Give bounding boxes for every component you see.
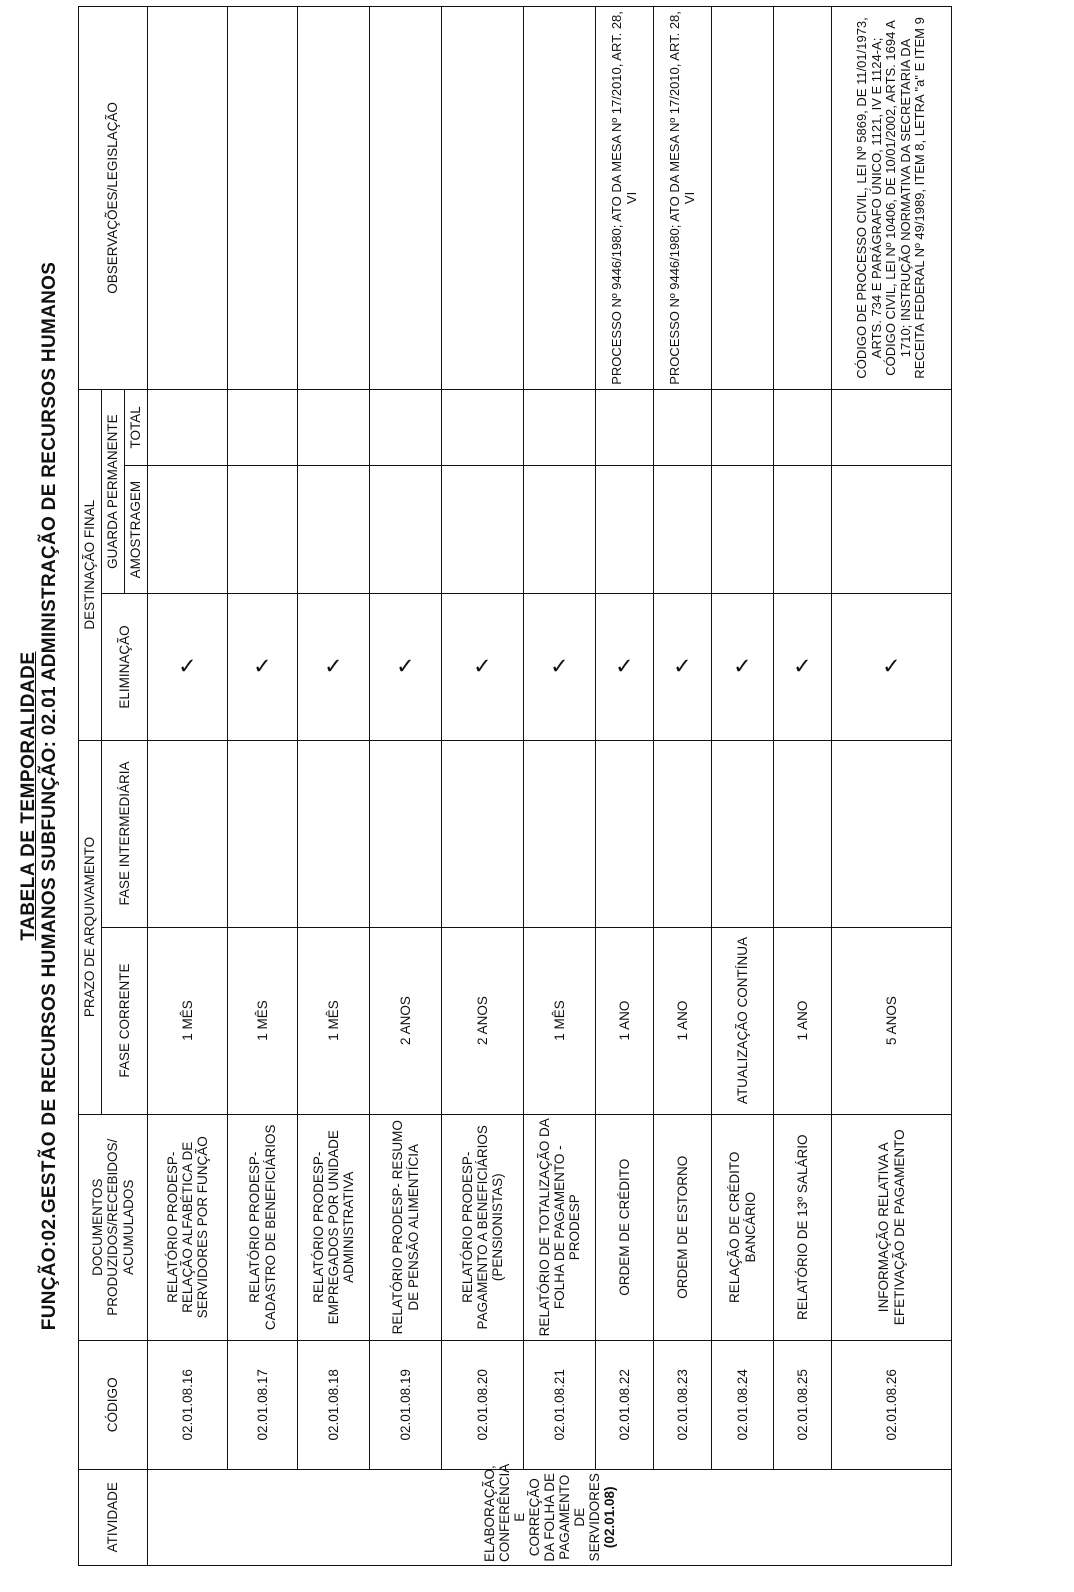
documento-cell: RELATÓRIO PRODESP- EMPREGADOS POR UNIDADE ADMINISTRATIVA [298,1114,370,1340]
header-prazo: PRAZO DE ARQUIVAMENTO [79,740,102,1114]
codigo-cell: 02.01.08.16 [148,1341,228,1470]
codigo-cell: 02.01.08.26 [832,1341,952,1470]
fase-corrente-cell: 1 ANO [774,927,832,1114]
activity-name: ELABORAÇÃO, CONFERÊNCIA E CORREÇÃO DA FOLHA DE PAGAMENTO DE SERVIDORES [481,1463,603,1562]
checkmark-icon: ✓ [793,653,812,679]
eliminacao-cell [832,594,952,740]
table-row [298,7,370,1566]
fase-corrente-cell: 2 ANOS [442,927,524,1114]
codigo-cell: 02.01.08.24 [712,1341,774,1470]
checkmark-icon: ✓ [253,653,272,679]
total-cell [596,389,654,465]
checkmark-icon: ✓ [673,653,692,679]
documento-cell: INFORMAÇÃO RELATIVA A EFETIVAÇÃO DE PAGAMENTO [832,1114,952,1340]
table-body [148,7,952,1566]
observacoes-cell [712,7,774,390]
checkmark-icon: ✓ [550,653,569,679]
fase-corrente-cell: 5 ANOS [832,927,952,1114]
documento-cell: RELATÓRIO PRODESP- RESUMO DE PENSÃO ALIMENTÍCIA [370,1114,442,1340]
fase-corrente-cell: 1 MÊS [148,927,228,1114]
table-row [370,7,442,1566]
codigo-cell: 02.01.08.20 [442,1341,524,1470]
codigo-cell: 02.01.08.22 [596,1341,654,1470]
table-row [654,7,712,1566]
amostragem-cell [596,465,654,594]
fase-intermediaria-cell [148,740,228,927]
eliminacao-cell [596,594,654,740]
fase-intermediaria-cell [774,740,832,927]
table-row [596,7,654,1566]
amostragem-cell [148,465,228,594]
documento-cell: RELATÓRIO DE TOTALIZAÇÃO DA FOLHA DE PAGAMENTO - PRODESP [524,1114,596,1340]
documento-cell: RELATÓRIO PRODESP- CADASTRO DE BENEFICIÁRIOS [228,1114,298,1340]
header-amostragem: AMOSTRAGEM [125,465,148,594]
fase-intermediaria-cell [370,740,442,927]
amostragem-cell [712,465,774,594]
observacoes-cell [442,7,524,390]
fase-corrente-cell: 1 ANO [654,927,712,1114]
temporality-table [78,6,952,1566]
header-atividade: ATIVIDADE [79,1469,148,1565]
total-cell [524,389,596,465]
checkmark-icon: ✓ [882,653,901,679]
codigo-cell: 02.01.08.18 [298,1341,370,1470]
fase-corrente-cell: 1 ANO [596,927,654,1114]
eliminacao-cell [774,594,832,740]
codigo-cell: 02.01.08.21 [524,1341,596,1470]
observacoes-cell [774,7,832,390]
codigo-cell: 02.01.08.19 [370,1341,442,1470]
checkmark-icon: ✓ [473,653,492,679]
fase-intermediaria-cell [228,740,298,927]
documento-cell: ORDEM DE ESTORNO [654,1114,712,1340]
amostragem-cell [370,465,442,594]
fase-intermediaria-cell [832,740,952,927]
amostragem-cell [524,465,596,594]
observacoes-cell: PROCESSO Nº 9446/1980; ATO DA MESA Nº 17/2010, ART. 28, VI [654,7,712,390]
activity-code: (02.01.08) [602,1486,618,1549]
eliminacao-cell [370,594,442,740]
document-subtitle: FUNÇÃO:02.GESTÃO DE RECURSOS HUMANOS SUBFUNÇÃO: 02.01 ADMINISTRAÇÃO DE RECURSOS HUMANOS [39,261,60,1331]
amostragem-cell [832,465,952,594]
total-cell [832,389,952,465]
eliminacao-cell [654,594,712,740]
table-row [832,7,952,1566]
header-eliminacao: ELIMINAÇÃO [102,594,148,740]
table-row [442,7,524,1566]
table-row [712,7,774,1566]
amostragem-cell [442,465,524,594]
header-total: TOTAL [125,389,148,465]
fase-corrente-cell: 1 MÊS [228,927,298,1114]
codigo-cell: 02.01.08.23 [654,1341,712,1470]
amostragem-cell [654,465,712,594]
eliminacao-cell [442,594,524,740]
checkmark-icon: ✓ [178,653,197,679]
codigo-cell: 02.01.08.17 [228,1341,298,1470]
fase-intermediaria-cell [298,740,370,927]
documento-cell: RELATÓRIO PRODESP- PAGAMENTO A BENEFICIÁRIOS (PENSIONISTAS) [442,1114,524,1340]
activity-cell [148,1463,952,1565]
total-cell [442,389,524,465]
observacoes-cell [524,7,596,390]
documento-cell: ORDEM DE CRÉDITO [596,1114,654,1340]
amostragem-cell [774,465,832,594]
observacoes-cell: CÓDIGO DE PROCESSO CIVIL, LEI Nº 5869, DE 11/01/1973, ARTS. 734 E PARÁGRAFO ÚNICO, 1121, IV E 1124-A; CÓDIGO CIVIL, LEI Nº 10406, DE 10/01/2002, ARTS. 1694 A 1710; INSTRUÇÃO NORMATIVA DA SECRETARIA DA RECEITA FEDERAL Nº 49/1989, ITEM 8, LETRA "a" E ITEM 9 [832,7,952,390]
eliminacao-cell [298,594,370,740]
codigo-cell: 02.01.08.25 [774,1341,832,1470]
header-fase-intermediaria: FASE INTERMEDIÁRIA [102,740,148,927]
amostragem-cell [298,465,370,594]
document-title: TABELA DE TEMPORALIDADE [18,651,39,941]
header-destinacao: DESTINAÇÃO FINAL [79,389,102,740]
amostragem-cell [228,465,298,594]
header-fase-corrente: FASE CORRENTE [102,927,148,1114]
eliminacao-cell [524,594,596,740]
fase-intermediaria-cell [712,740,774,927]
checkmark-icon: ✓ [324,653,343,679]
observacoes-cell: PROCESSO Nº 9446/1980; ATO DA MESA Nº 17/2010, ART. 28, VI [596,7,654,390]
observacoes-cell [370,7,442,390]
fase-intermediaria-cell [524,740,596,927]
header-codigo: CÓDIGO [79,1341,148,1470]
total-cell [228,389,298,465]
documento-cell: RELATÓRIO DE 13º SALÁRIO [774,1114,832,1340]
documento-cell: RELATÓRIO PRODESP- RELAÇÃO ALFABÉTICA DE SERVIDORES POR FUNÇÃO [148,1114,228,1340]
fase-intermediaria-cell [442,740,524,927]
observacoes-cell [148,7,228,390]
fase-corrente-cell: 1 MÊS [524,927,596,1114]
table-row [228,7,298,1566]
fase-corrente-cell: 1 MÊS [298,927,370,1114]
total-cell [654,389,712,465]
observacoes-cell [298,7,370,390]
fase-corrente-cell: 2 ANOS [370,927,442,1114]
fase-corrente-cell: ATUALIZAÇÃO CONTÍNUA [712,927,774,1114]
checkmark-icon: ✓ [396,653,415,679]
header-observacoes: OBSERVAÇÕES/LEGISLAÇÃO [79,7,148,390]
total-cell [712,389,774,465]
total-cell [298,389,370,465]
checkmark-icon: ✓ [615,653,634,679]
header-guarda-permanente: GUARDA PERMANENTE [102,389,125,594]
fase-intermediaria-cell [596,740,654,927]
checkmark-icon: ✓ [733,653,752,679]
total-cell [370,389,442,465]
eliminacao-cell [228,594,298,740]
table-row [774,7,832,1566]
total-cell [148,389,228,465]
fase-intermediaria-cell [654,740,712,927]
eliminacao-cell [148,594,228,740]
table-row [524,7,596,1566]
table-row [148,7,228,1566]
eliminacao-cell [712,594,774,740]
observacoes-cell [228,7,298,390]
total-cell [774,389,832,465]
header-documentos: DOCUMENTOS PRODUZIDOS/RECEBIDOS/ ACUMULADOS [79,1114,148,1340]
documento-cell: RELAÇÃO DE CRÉDITO BANCÁRIO [712,1114,774,1340]
